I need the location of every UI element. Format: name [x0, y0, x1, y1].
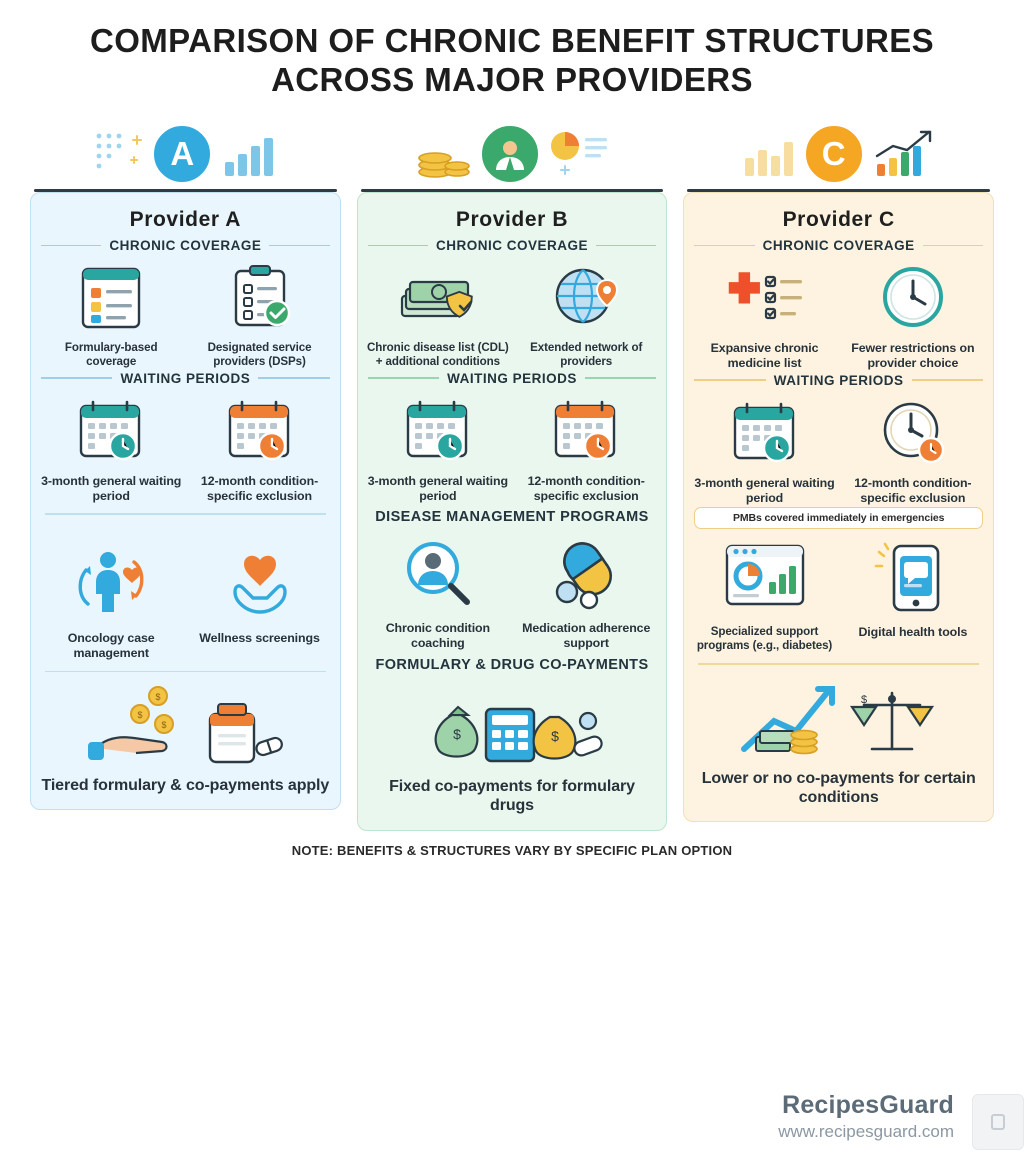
item-3-month-general-waiting-period — [366, 392, 510, 504]
item-digital-health-tools — [841, 535, 985, 653]
dashboard-chart-icon — [719, 535, 811, 621]
item-3-month-general-waiting-period — [692, 394, 836, 506]
caption: Designated service providers (DSPs) — [207, 340, 312, 368]
caption: Tiered formulary & co-payments apply — [41, 776, 330, 794]
patient-magnifier-icon — [395, 531, 481, 617]
clock-icon — [875, 259, 951, 337]
bar-chart-yellow-icon — [739, 128, 797, 180]
item-12-month-condition-specific-exclusion — [841, 394, 985, 506]
provider-c-chronic-coverage-items — [692, 259, 985, 371]
caption: Chronic disease list (CDL) + additional conditions — [366, 340, 509, 368]
provider-b-disease-management-items — [366, 531, 659, 651]
dot-grid-icon — [93, 128, 145, 180]
section-label-text: WAITING PERIODS — [120, 370, 251, 386]
section-label-text: WAITING PERIODS — [447, 370, 577, 386]
rule-right — [269, 245, 329, 247]
provider-b-name: Provider B — [455, 207, 569, 231]
clipboard-check-icon — [223, 259, 297, 337]
svg-text:$: $ — [551, 728, 559, 745]
provider-a-programs-items — [39, 541, 332, 661]
provider-c-badge-letter: C — [821, 134, 846, 172]
footer — [644, 1074, 1024, 1154]
provider-b-rule — [361, 189, 664, 192]
page-title — [0, 0, 1024, 100]
formulary-list-icon — [74, 259, 148, 337]
column-provider-c — [683, 116, 994, 822]
provider-a-divider-2 — [45, 671, 326, 672]
medical-cross-checklist-icon — [722, 259, 808, 337]
item-12-month-condition-specific-exclusion — [187, 392, 331, 504]
item-expansive-chronic-medicine-list — [692, 259, 836, 371]
caption: 3-month general waiting period — [694, 475, 835, 505]
heart-hands-icon — [217, 541, 303, 627]
provider-a-section-waiting-periods-label — [39, 369, 332, 392]
provider-c-rule — [687, 189, 990, 192]
clock-orange-icon — [873, 394, 953, 472]
caption: 12-month condition-specific exclusion — [200, 473, 319, 503]
rule-right — [596, 245, 656, 247]
caption: Medication adherence support — [522, 621, 651, 651]
rule-right — [923, 245, 983, 247]
calendar-clock-orange-icon — [220, 392, 300, 470]
provider-b-header-art — [357, 116, 668, 192]
caption: 3-month general waiting period — [367, 473, 508, 503]
provider-b-chronic-coverage-items — [366, 259, 659, 369]
calendar-clock-orange-icon — [546, 392, 626, 470]
provider-c-section-chronic-coverage-label — [692, 236, 985, 259]
svg-text:$: $ — [137, 709, 143, 720]
svg-text:$: $ — [155, 691, 161, 702]
provider-c-badge — [803, 123, 865, 185]
provider-c-header-art — [683, 116, 994, 192]
caption: Wellness screenings — [199, 630, 320, 645]
item-12-month-condition-specific-exclusion — [514, 392, 658, 504]
caption: Expansive chronic medicine list — [710, 340, 819, 370]
caption: 3-month general waiting period — [41, 473, 182, 503]
rule-left — [368, 245, 428, 247]
caption: Chronic condition coaching — [385, 621, 490, 651]
provider-c-name: Provider C — [782, 207, 895, 231]
svg-text:$: $ — [453, 726, 461, 743]
provider-a-divider-1 — [45, 513, 326, 514]
provider-c-waiting-period-items — [692, 394, 985, 506]
provider-c-section-waiting-periods-label — [692, 371, 985, 394]
item-wellness-screenings — [187, 541, 331, 661]
rule-left — [694, 379, 765, 381]
caption: Specialized support programs (e.g., diabetes) — [696, 625, 833, 653]
item-fixed-copayments-for-formulary-drugs — [366, 679, 659, 815]
item-specialized-support-programs — [692, 535, 836, 653]
item-medication-adherence-support — [514, 531, 658, 651]
provider-a-badge — [151, 123, 213, 185]
calendar-clock-icon — [398, 392, 478, 470]
item-chronic-disease-list — [366, 259, 510, 369]
provider-b-section-disease-management-label: DISEASE MANAGEMENT PROGRAMS — [375, 509, 649, 526]
caption: Extended network of providers — [530, 340, 643, 368]
item-designated-service-providers — [187, 259, 331, 369]
provider-a-name: Provider A — [129, 207, 242, 231]
provider-a-card — [30, 192, 341, 810]
coin-stack-icon — [415, 128, 473, 180]
title-line-2: ACROSS MAJOR PROVIDERS — [271, 60, 753, 98]
rule-left — [41, 377, 112, 379]
caption: Fixed co-payments for formulary drugs — [389, 778, 635, 815]
caption: Lower or no co-payments for certain conditions — [701, 769, 976, 806]
provider-a-rule — [34, 189, 337, 192]
provider-a-badge-letter: A — [170, 134, 195, 172]
capsule-pills-icon — [543, 531, 629, 617]
svg-text:$: $ — [860, 693, 867, 706]
caption: 12-month condition-specific exclusion — [854, 475, 972, 505]
caption: Digital health tools — [858, 625, 968, 640]
rule-right — [585, 377, 656, 379]
item-extended-network-of-providers — [514, 259, 658, 369]
provider-a-waiting-period-items — [39, 392, 332, 504]
item-fewer-restrictions-on-provider-choice — [841, 259, 985, 371]
item-lower-or-no-copayments — [692, 671, 985, 807]
bar-chart-icon — [219, 128, 277, 180]
section-label-text: WAITING PERIODS — [773, 372, 904, 388]
item-tiered-formulary-copayments — [39, 678, 332, 795]
brand-url: www.recipesguard.com — [778, 1122, 954, 1141]
caption: 12-month condition-specific exclusion — [527, 473, 645, 503]
caption: Formulary-based coverage — [64, 340, 158, 368]
calendar-clock-icon — [725, 394, 805, 472]
caption: Oncology case management — [67, 630, 155, 660]
rule-left — [41, 245, 101, 247]
provider-a-section-chronic-coverage-label — [39, 236, 332, 259]
item-3-month-general-waiting-period — [39, 392, 183, 504]
case-management-icon — [68, 541, 154, 627]
provider-c-card — [683, 192, 994, 822]
item-oncology-case-management — [39, 541, 183, 661]
money-bags-calculator-icon — [412, 679, 612, 771]
provider-a-chronic-coverage-items — [39, 259, 332, 369]
rule-left — [368, 377, 439, 379]
provider-c-pmb-badge: PMBs covered immediately in emergencies — [694, 507, 983, 529]
brand-name: RecipesGuard — [782, 1091, 954, 1119]
provider-b-card — [357, 192, 668, 831]
mobile-chat-icon — [870, 535, 956, 621]
provider-b-waiting-period-items — [366, 392, 659, 504]
footnote: NOTE: BENEFITS & STRUCTURES VARY BY SPECIFIC PLAN OPTION — [291, 842, 733, 858]
provider-columns — [0, 100, 1024, 831]
watermark-placeholder — [972, 1094, 1024, 1150]
item-chronic-condition-coaching — [366, 531, 510, 651]
provider-b-section-chronic-coverage-label — [366, 236, 659, 259]
column-provider-a — [30, 116, 341, 810]
provider-a-section-spacer — [39, 521, 332, 541]
svg-text:$: $ — [161, 719, 167, 730]
rule-right — [258, 377, 329, 379]
provider-b-badge — [479, 123, 541, 185]
trend-up-chart-icon — [871, 128, 939, 180]
section-label-text: CHRONIC COVERAGE — [109, 237, 262, 253]
growth-scales-icon — [734, 671, 944, 763]
calendar-clock-icon — [71, 392, 151, 470]
provider-c-divider-1 — [698, 663, 979, 664]
caption: Fewer restrictions on provider choice — [851, 340, 975, 370]
provider-c-programs-items — [692, 535, 985, 653]
title-line-1: COMPARISON OF CHRONIC BENEFIT STRUCTURES — [89, 22, 935, 59]
provider-b-section-waiting-periods-label — [366, 369, 659, 392]
provider-a-header-art — [30, 116, 341, 192]
section-label-text: CHRONIC COVERAGE — [762, 237, 915, 253]
footer-text — [778, 1091, 954, 1142]
rule-left — [694, 245, 754, 247]
pie-chart-icon — [547, 128, 609, 180]
cash-shield-icon — [392, 259, 484, 337]
column-provider-b — [357, 116, 668, 831]
item-formulary-based-coverage — [39, 259, 183, 369]
rule-right — [912, 379, 983, 381]
provider-b-section-formulary-copayments-label: FORMULARY & DRUG CO-PAYMENTS — [375, 657, 649, 674]
globe-pin-icon — [545, 259, 627, 337]
coins-hand-pills-icon — [80, 678, 290, 770]
section-label-text: CHRONIC COVERAGE — [436, 237, 589, 253]
